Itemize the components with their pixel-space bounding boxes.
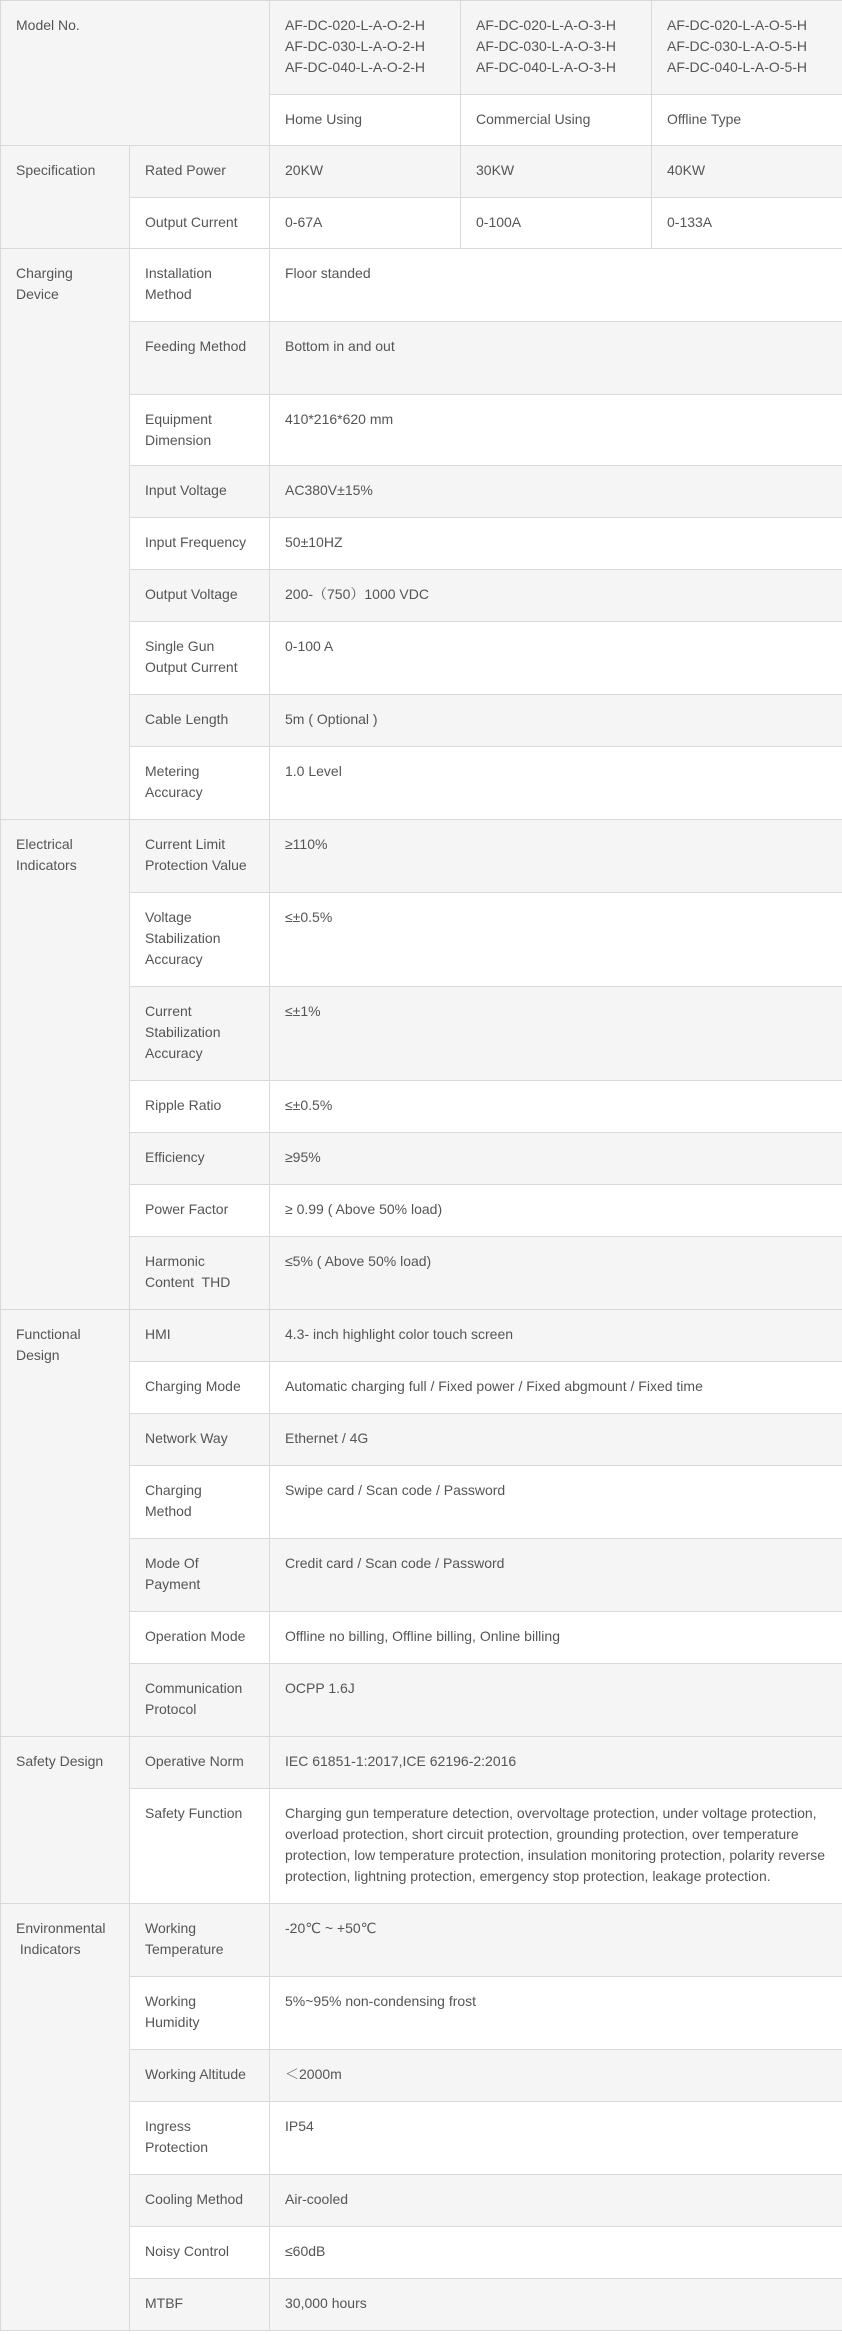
row-label: Efficiency	[130, 1133, 270, 1185]
value-cell: ≤5% ( Above 50% load)	[270, 1237, 842, 1310]
value-cell: Offline no billing, Offline billing, Online billing	[270, 1612, 842, 1664]
row-label: Input Voltage	[130, 466, 270, 518]
value-cell: 0-133A	[652, 198, 842, 249]
value-cell: ＜2000m	[270, 2050, 842, 2102]
value-cell: 0-100 A	[270, 622, 842, 695]
value-cell: 1.0 Level	[270, 747, 842, 820]
value-cell: 0-67A	[270, 198, 461, 249]
model-row	[1, 1, 842, 95]
value-cell: 5m ( Optional )	[270, 695, 842, 747]
value-cell: 30KW	[461, 146, 652, 198]
section-label: Safety Design	[1, 1737, 130, 1904]
section-label: Electrical Indicators	[1, 820, 130, 1310]
value-cell: ≤±1%	[270, 987, 842, 1081]
row-label: Operation Mode	[130, 1612, 270, 1664]
value-cell: IEC 61851-1:2017,ICE 62196-2:2016	[270, 1737, 842, 1789]
row-label: Current Limit Protection Value	[130, 820, 270, 893]
row-label: Power Factor	[130, 1185, 270, 1237]
value-cell: 40KW	[652, 146, 842, 198]
model-code: AF-DC-040-L-A-O-3-H	[476, 59, 617, 75]
value-cell: Floor standed	[270, 249, 842, 322]
value-cell: 5%~95% non-condensing frost	[270, 1977, 842, 2050]
value-cell: IP54	[270, 2102, 842, 2175]
value-cell: Credit card / Scan code / Password	[270, 1539, 842, 1612]
value-cell: OCPP 1.6J	[270, 1664, 842, 1737]
model-code: AF-DC-020-L-A-O-2-H	[285, 17, 426, 33]
model-list	[652, 1, 842, 95]
model-code: AF-DC-030-L-A-O-3-H	[476, 38, 617, 54]
row-label: Cooling Method	[130, 2175, 270, 2227]
rated-power-row	[1, 146, 842, 198]
section-label: Specification	[1, 146, 130, 249]
model-code: AF-DC-040-L-A-O-5-H	[667, 59, 808, 75]
value-cell: 4.3- inch highlight color touch screen	[270, 1310, 842, 1362]
charging-device-row	[1, 249, 842, 322]
row-label: Noisy Control	[130, 2227, 270, 2279]
functional-design-row	[1, 1310, 842, 1362]
model-code: AF-DC-030-L-A-O-5-H	[667, 38, 808, 54]
section-label: Environmental Indicators	[1, 1904, 130, 2331]
type-cell: Offline Type	[652, 95, 842, 146]
row-label: Working Altitude	[130, 2050, 270, 2102]
row-label: Voltage Stabilization Accuracy	[130, 893, 270, 987]
value-cell: ≥ 0.99 ( Above 50% load)	[270, 1185, 842, 1237]
value-cell: ≤±0.5%	[270, 1081, 842, 1133]
value-cell: ≥110%	[270, 820, 842, 893]
row-label: Metering Accuracy	[130, 747, 270, 820]
value-cell: Ethernet / 4G	[270, 1414, 842, 1466]
model-label: Model No.	[1, 1, 270, 146]
row-label: Single Gun Output Current	[130, 622, 270, 695]
model-list	[461, 1, 652, 95]
row-label: Output Voltage	[130, 570, 270, 622]
environmental-indicators-row	[1, 1904, 842, 1977]
row-label: HMI	[130, 1310, 270, 1362]
row-label: Current Stabilization Accuracy	[130, 987, 270, 1081]
value-cell: 50±10HZ	[270, 518, 842, 570]
row-label: Charging Method	[130, 1466, 270, 1539]
row-label: Network Way	[130, 1414, 270, 1466]
type-cell: Home Using	[270, 95, 461, 146]
model-code: AF-DC-030-L-A-O-2-H	[285, 38, 426, 54]
value-cell: Air-cooled	[270, 2175, 842, 2227]
row-label: Ingress Protection	[130, 2102, 270, 2175]
section-label: Functional Design	[1, 1310, 130, 1737]
value-cell: ≥95%	[270, 1133, 842, 1185]
model-code: AF-DC-020-L-A-O-3-H	[476, 17, 617, 33]
model-code: AF-DC-040-L-A-O-2-H	[285, 59, 426, 75]
row-label: Cable Length	[130, 695, 270, 747]
row-label: Rated Power	[130, 146, 270, 198]
value-cell: Swipe card / Scan code / Password	[270, 1466, 842, 1539]
value-cell: Bottom in and out	[270, 322, 842, 395]
model-list	[270, 1, 461, 95]
value-cell: 20KW	[270, 146, 461, 198]
value-cell: Automatic charging full / Fixed power / Fixed abgmount / Fixed time	[270, 1362, 842, 1414]
row-label: MTBF	[130, 2279, 270, 2331]
value-cell: ≤60dB	[270, 2227, 842, 2279]
value-cell: 410*216*620 mm	[270, 395, 842, 466]
row-label: Working Humidity	[130, 1977, 270, 2050]
row-label: Input Frequency	[130, 518, 270, 570]
row-label: Harmonic Content THD	[130, 1237, 270, 1310]
value-cell: 200-（750）1000 VDC	[270, 570, 842, 622]
row-label: Ripple Ratio	[130, 1081, 270, 1133]
value-cell: ≤±0.5%	[270, 893, 842, 987]
model-code: AF-DC-020-L-A-O-5-H	[667, 17, 808, 33]
row-label: Feeding Method	[130, 322, 270, 395]
safety-design-row	[1, 1737, 842, 1789]
row-label: Equipment Dimension	[130, 395, 270, 466]
row-label: Output Current	[130, 198, 270, 249]
value-cell: AC380V±15%	[270, 466, 842, 518]
row-label: Working Temperature	[130, 1904, 270, 1977]
section-label: Charging Device	[1, 249, 130, 820]
electrical-indicators-row	[1, 820, 842, 893]
row-label: Mode Of Payment	[130, 1539, 270, 1612]
row-label: Safety Function	[130, 1789, 270, 1904]
value-cell: 0-100A	[461, 198, 652, 249]
row-label: Charging Mode	[130, 1362, 270, 1414]
value-cell: -20℃ ~ +50℃	[270, 1904, 842, 1977]
value-cell: 30,000 hours	[270, 2279, 842, 2331]
type-cell: Commercial Using	[461, 95, 652, 146]
value-cell: Charging gun temperature detection, overvoltage protection, under voltage protection, overload protection, short circuit protection, grounding protection, over temperature protection, low temperature protection, insulation monitoring protection, polarity reverse protection, lightning protection, emergency stop protection, leakage protection.	[270, 1789, 842, 1904]
row-label: Installation Method	[130, 249, 270, 322]
row-label: Operative Norm	[130, 1737, 270, 1789]
row-label: Communication Protocol	[130, 1664, 270, 1737]
